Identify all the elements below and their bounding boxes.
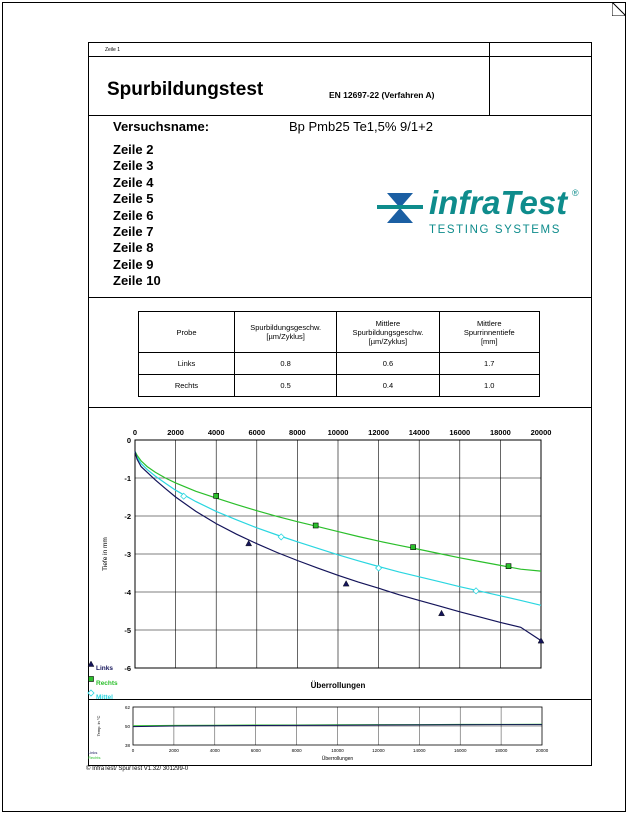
registered-mark: ® xyxy=(572,188,579,198)
temp-x-tick-label: 12000 xyxy=(372,748,385,753)
table-cell: 0.4 xyxy=(337,375,439,397)
temp-x-tick-label: 2000 xyxy=(168,748,179,753)
logo-tagline: TESTING SYSTEMS xyxy=(429,224,561,236)
y-tick-label: -5 xyxy=(124,626,131,635)
row-label: Zeile 7 xyxy=(113,223,154,239)
temp-x-tick-label: 20000 xyxy=(535,748,549,753)
x-tick-label: 12000 xyxy=(368,428,390,437)
row-label: Zeile 5 xyxy=(113,191,154,207)
table-cell: 1.0 xyxy=(439,375,539,397)
temp-x-tick-label: 10000 xyxy=(331,748,344,753)
x-tick-label: 6000 xyxy=(248,428,266,437)
data-point-rechts xyxy=(214,493,219,498)
header-text: Spurrinnentiefe xyxy=(463,327,515,337)
x-tick-label: 20000 xyxy=(530,428,552,437)
x-axis-title: Überrollungen xyxy=(310,681,366,690)
row-label: Zeile 6 xyxy=(113,207,154,223)
row-label: Zeile 9 xyxy=(113,256,154,272)
data-point-rechts xyxy=(313,523,318,528)
x-tick-label: 14000 xyxy=(408,428,430,437)
y-axis-title: Tiefe in mm xyxy=(102,537,109,571)
row-label: Zeile 4 xyxy=(113,174,154,190)
header-text: [mm] xyxy=(480,336,498,346)
row-label: Zeile 3 xyxy=(113,158,154,174)
table-cell: 0.8 xyxy=(235,353,337,375)
header-text: [µm/Zyklus] xyxy=(266,332,305,341)
y-tick-label: -6 xyxy=(124,664,131,673)
test-name-label: Versuchsname: xyxy=(113,119,210,134)
table-cell: 0.5 xyxy=(235,375,337,397)
temp-x-tick-label: 18000 xyxy=(494,748,508,753)
row-1-label: Zeile 1 xyxy=(105,47,121,53)
temp-y-axis-title: Temp. in °C xyxy=(96,715,101,737)
page-title: Spurbildungstest xyxy=(107,79,264,100)
legend-marker-links xyxy=(88,661,94,667)
temp-legend-label: Rechts xyxy=(88,755,101,760)
header-text: Probe xyxy=(176,327,197,337)
y-tick-label: -1 xyxy=(124,474,131,483)
row-label: Zeile 10 xyxy=(113,273,161,289)
temp-x-tick-label: 4000 xyxy=(209,748,220,753)
legend-label-links: Links xyxy=(96,665,113,672)
logo-brand: infraTest xyxy=(429,184,568,221)
y-tick-label: -3 xyxy=(124,550,131,559)
test-name-value: Bp Pmb25 Te1,5% 9/1+2 xyxy=(289,119,433,134)
temp-x-tick-label: 8000 xyxy=(291,748,302,753)
temp-x-axis-title: Überrollungen xyxy=(321,756,354,762)
x-tick-label: 2000 xyxy=(167,428,184,437)
x-tick-label: 10000 xyxy=(327,428,349,437)
legend-marker-rechts xyxy=(89,677,94,682)
legend-label-mittel: Mittel xyxy=(96,694,113,701)
data-point-rechts xyxy=(411,545,416,550)
header-text: Mittlere xyxy=(375,318,401,328)
legend-marker-mittel xyxy=(88,690,94,696)
y-tick-label: -2 xyxy=(124,512,131,521)
temp-x-tick-label: 6000 xyxy=(250,748,261,753)
temp-x-tick-label: 0 xyxy=(131,748,135,753)
y-tick-label: 0 xyxy=(126,436,131,445)
temp-legend-label: Links xyxy=(88,750,98,755)
footer-copyright: © InfraTest/ SpurTest V1.32/ 301299-0 xyxy=(86,766,189,772)
x-tick-label: 18000 xyxy=(489,428,511,437)
table-cell: Rechts xyxy=(139,375,235,397)
header-text: Spurbildungsgeschw. xyxy=(250,323,322,332)
temp-y-tick-label: 50 xyxy=(124,724,130,729)
x-tick-label: 16000 xyxy=(449,428,471,437)
y-tick-label: -4 xyxy=(124,588,131,597)
x-tick-label: 8000 xyxy=(289,428,306,437)
header-text: Spurbildungsgeschw. xyxy=(352,327,424,337)
temp-y-tick-label: 38 xyxy=(124,743,130,748)
row-label: Zeile 2 xyxy=(113,142,154,157)
temp-x-tick-label: 14000 xyxy=(413,748,426,753)
header-text: Mittlere xyxy=(476,318,502,328)
temp-y-tick-label: 62 xyxy=(124,705,130,710)
row-label: Zeile 8 xyxy=(113,240,154,256)
norm-label: EN 12697-22 (Verfahren A) xyxy=(329,90,435,100)
legend-label-rechts: Rechts xyxy=(96,680,118,687)
data-point-rechts xyxy=(506,564,511,569)
x-tick-label: 4000 xyxy=(207,428,225,437)
table-cell: 1.7 xyxy=(439,353,539,375)
table-cell: Links xyxy=(139,353,235,375)
temp-x-tick-label: 16000 xyxy=(453,748,467,753)
header-text: [µm/Zyklus] xyxy=(368,336,408,346)
x-tick-label: 0 xyxy=(132,428,138,437)
table-cell: 0.6 xyxy=(337,353,439,375)
